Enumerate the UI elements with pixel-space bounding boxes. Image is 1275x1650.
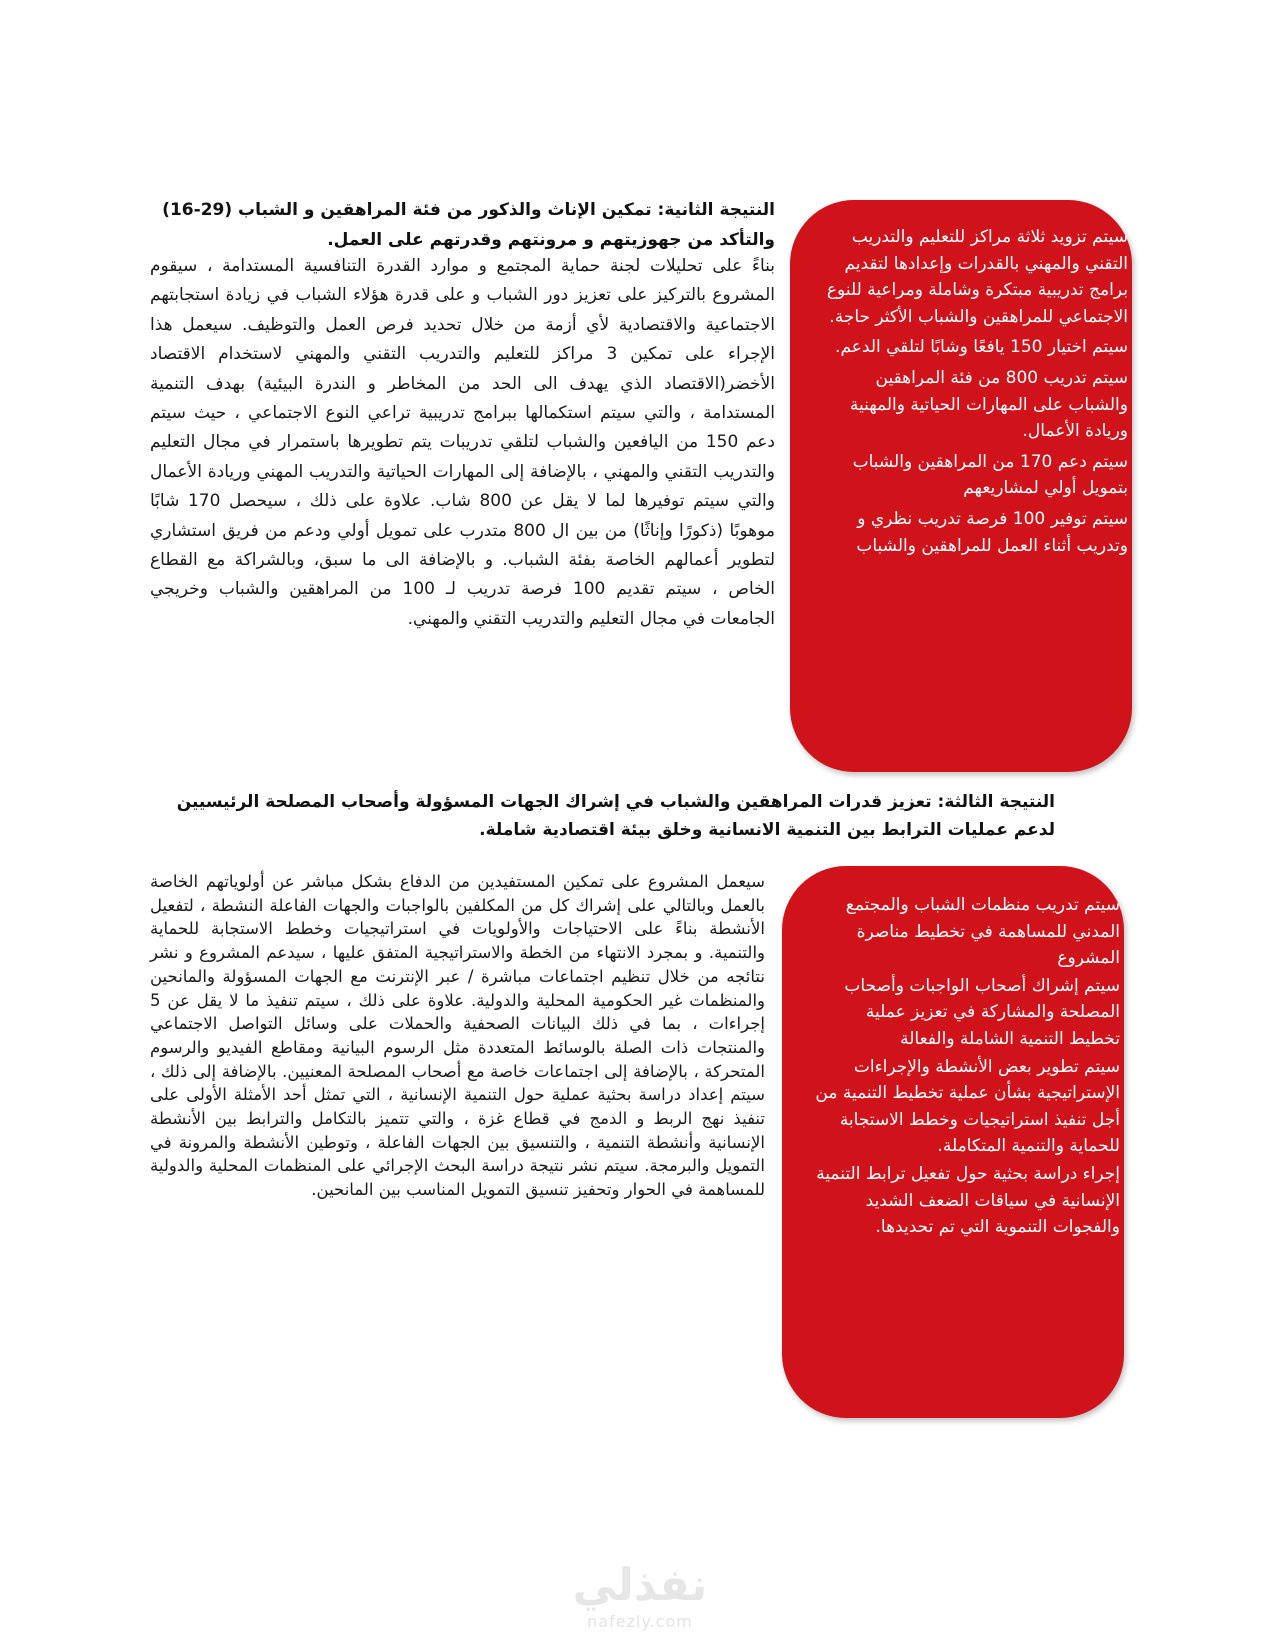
diamond-bullet-icon: ❖: [1147, 1055, 1164, 1077]
diamond-bullet-icon: ❖: [1147, 1162, 1164, 1184]
result2-bullet-item: [820, 334, 1172, 361]
result3-bullet-item: [812, 1054, 1164, 1160]
watermark-logo-arabic: نفذلي: [572, 1560, 708, 1611]
result3-summary-box: [782, 866, 1164, 1418]
result3-bullet-text: سيتم تدريب منظمات الشباب والمجتمع المدني للمساهمة في تخطيط مناصرة المشروع: [845, 895, 1120, 969]
diamond-bullet-icon: ❖: [1155, 507, 1172, 529]
result2-bullet-text: سيتم اختيار 150 يافعًا وشابًا لتلقي الدعم.: [835, 337, 1128, 358]
diamond-bullet-icon: ❖: [1155, 336, 1172, 358]
diamond-bullet-icon: ❖: [1147, 974, 1164, 996]
watermark-logo-latin: nafezly.com: [587, 1612, 693, 1631]
result2-summary-box: [790, 200, 1172, 772]
result2-bullet-text: سيتم دعم 170 من المراهقين والشباب بتمويل أولي لمشاريعهم: [852, 451, 1128, 499]
result3-bullet-text: إجراء دراسة بحثية حول تفعيل ترابط التنمية الإنسانية في سياقات الضعف الشديد والفجوات التنموية التي تم تحديدها.: [816, 1163, 1120, 1238]
result2-bullet-item: [820, 449, 1172, 502]
diamond-bullet-icon: ❖: [1155, 226, 1172, 247]
result2-bullet-text: سيتم توفير 100 فرصة تدريب نظري و وتدريب أثناء العمل للمراهقين والشباب: [856, 508, 1128, 556]
result2-bullet-text: سيتم تزويد ثلاثة مراكز للتعليم والتدريب التقني والمهني بالقدرات وإعدادها لتقديم برامج تدريبية مبتكرة وشاملة ومراعية للنوع الاجتماعي للمراهقين والشباب الأكثر حاجة.: [826, 227, 1128, 327]
result2-bullet-item: [820, 365, 1172, 445]
result3-heading: النتيجة الثالثة: تعزيز قدرات المراهقين والشباب في إشراك الجهات المسؤولة وأصحاب المصلحة الرئيسيين لدعم عمليات الترابط بين التنمية الانسانية وخلق بيئة اقتصادية شاملة.: [176, 792, 1055, 840]
result3-bullet-item: [812, 892, 1164, 972]
result3-body: سيعمل المشروع على تمكين المستفيدين من الدفاع بشكل مباشر عن أولوياتهم الخاصة بالعمل وبالتالي على إشراك كل من المكلفين بالواجبات والجهات الفاعلة النشطة ، لتفعيل الأنشطة بناءً على الاحتياجات والأولويات في استراتيجيات وخطط الاستجابة للحماية والتنمية. و بمجرد الانتهاء من الخطة والاستراتيجية المتفق عليها ، سيدعم المشروع و نشر نتائجه من خلال تنظيم اجتماعات مباشرة / عبر الإنترنت مع الجهات المسؤولة والمانحين والمنظمات غير الحكومية المحلية والدولية. علاوة على ذلك ، سيتم تنفيذ ما لا يقل عن 5 إجراءات ، بما في ذلك البيانات الصحفية والحملات على وسائل التواصل الاجتماعي والمنتجات ذات الصلة بالوسائط المتعددة مثل الرسوم البيانية ومقاطع الفيديو والرسوم المتحركة ، بالإضافة إلى اجتماعات خاصة مع أصحاب المصلحة المعنيين. بالإضافة إلى ذلك ، سيتم إعداد دراسة بحثية عملية حول التنمية الإنسانية ، التي تمثل أحد الأمثلة الأولى على تنفيذ نهج الربط و الدمج في قطاع غزة ، والتي تتميز بالتكامل والترابط بين الأنشطة الإنسانية وأنشطة التنمية ، والتنسيق بين الجهات الفاعلة ، وتوطين الأنشطة والمرونة في التمويل والبرمجة. سيتم نشر نتيجة دراسة البحث الإجرائي على المنظمات المحلية والدولية للمساهمة في الحوار وتحفيز تنسيق التمويل المناسب بين المانحين.: [150, 872, 765, 1200]
watermark-logo: [560, 1560, 720, 1640]
result2-bullet-item: [820, 224, 1172, 330]
result2-bullet-item: [820, 506, 1172, 559]
result2-body: بناءً على تحليلات لجنة حماية المجتمع و موارد القدرة التنافسية المستدامة ، سيقوم المشروع بالتركيز على تعزيز دور الشباب و على قدرة هؤلاء الشباب في زيادة استجابتهم الاجتماعية والاقتصادية لأي أزمة من خلال تحديد فرص العمل والتوظيف. سيعمل هذا الإجراء على تمكين 3 مراكز للتعليم والتدريب التقني والمهني لاستخدام الاقتصاد الأخضر(الاقتصاد الذي يهدف الى الحد من المخاطر و الندرة البيئية) بهدف التنمية المستدامة ، والتي سيتم استكمالها ببرامج تدريبية تراعي النوع الاجتماعي ، حيث سيتم دعم 150 من اليافعين والشباب لتلقي تدريبات يتم تطويرها باستمرار في مجال التعليم والتدريب التقني والمهني ، بالإضافة إلى المهارات الحياتية والتدريب المهني وريادة الأعمال والتي سيتم توفيرها لما لا يقل عن 800 شاب. علاوة على ذلك ، سيحصل 170 شابًا موهوبًا (ذكورًا وإناثًا) من بين ال 800 متدرب على تمويل أولي ودعم من فريق استشاري لتطوير أعمالهم الخاصة بفئة الشباب. و بالإضافة الى ما سبق، وبالشراكة مع القطاع الخاص ، سيتم تقديم 100 فرصة تدريب لـ 100 من المراهقين والشباب وخريجي الجامعات في مجال التعليم والتدريب التقني والمهني.: [150, 256, 776, 629]
result3-bullet-text: سيتم إشراك أصحاب الواجبات وأصحاب المصلحة والمشاركة في تعزيز عملية تخطيط التنمية الشاملة والفعالة: [844, 975, 1120, 1049]
diamond-bullet-icon: ❖: [1155, 366, 1172, 388]
result3-bullet-text: سيتم تطوير بعض الأنشطة والإجراءات الإستراتيجية بشأن عملية تخطيط التنمية من أجل تنفيذ استراتيجيات وخطط الاستجابة للحماية والتنمية المتكاملة.: [815, 1056, 1120, 1157]
diamond-bullet-icon: ❖: [1155, 450, 1172, 472]
result3-bullet-item: [812, 1161, 1164, 1241]
result3-bullet-item: [812, 973, 1164, 1053]
result2-bullet-text: سيتم تدريب 800 من فئة المراهقين والشباب على المهارات الحياتية والمهنية وريادة الأعمال.: [849, 367, 1128, 442]
result2-bullet-list: [790, 200, 1172, 559]
diamond-bullet-icon: ❖: [1147, 894, 1164, 915]
result3-bullet-list: [782, 866, 1164, 1241]
result2-heading: النتيجة الثانية: تمكين الإناث والذكور من فئة المراهقين و الشباب (29-16) والتأكد من جهوزيتهم و مرونتهم وقدرتهم على العمل.: [162, 200, 775, 250]
